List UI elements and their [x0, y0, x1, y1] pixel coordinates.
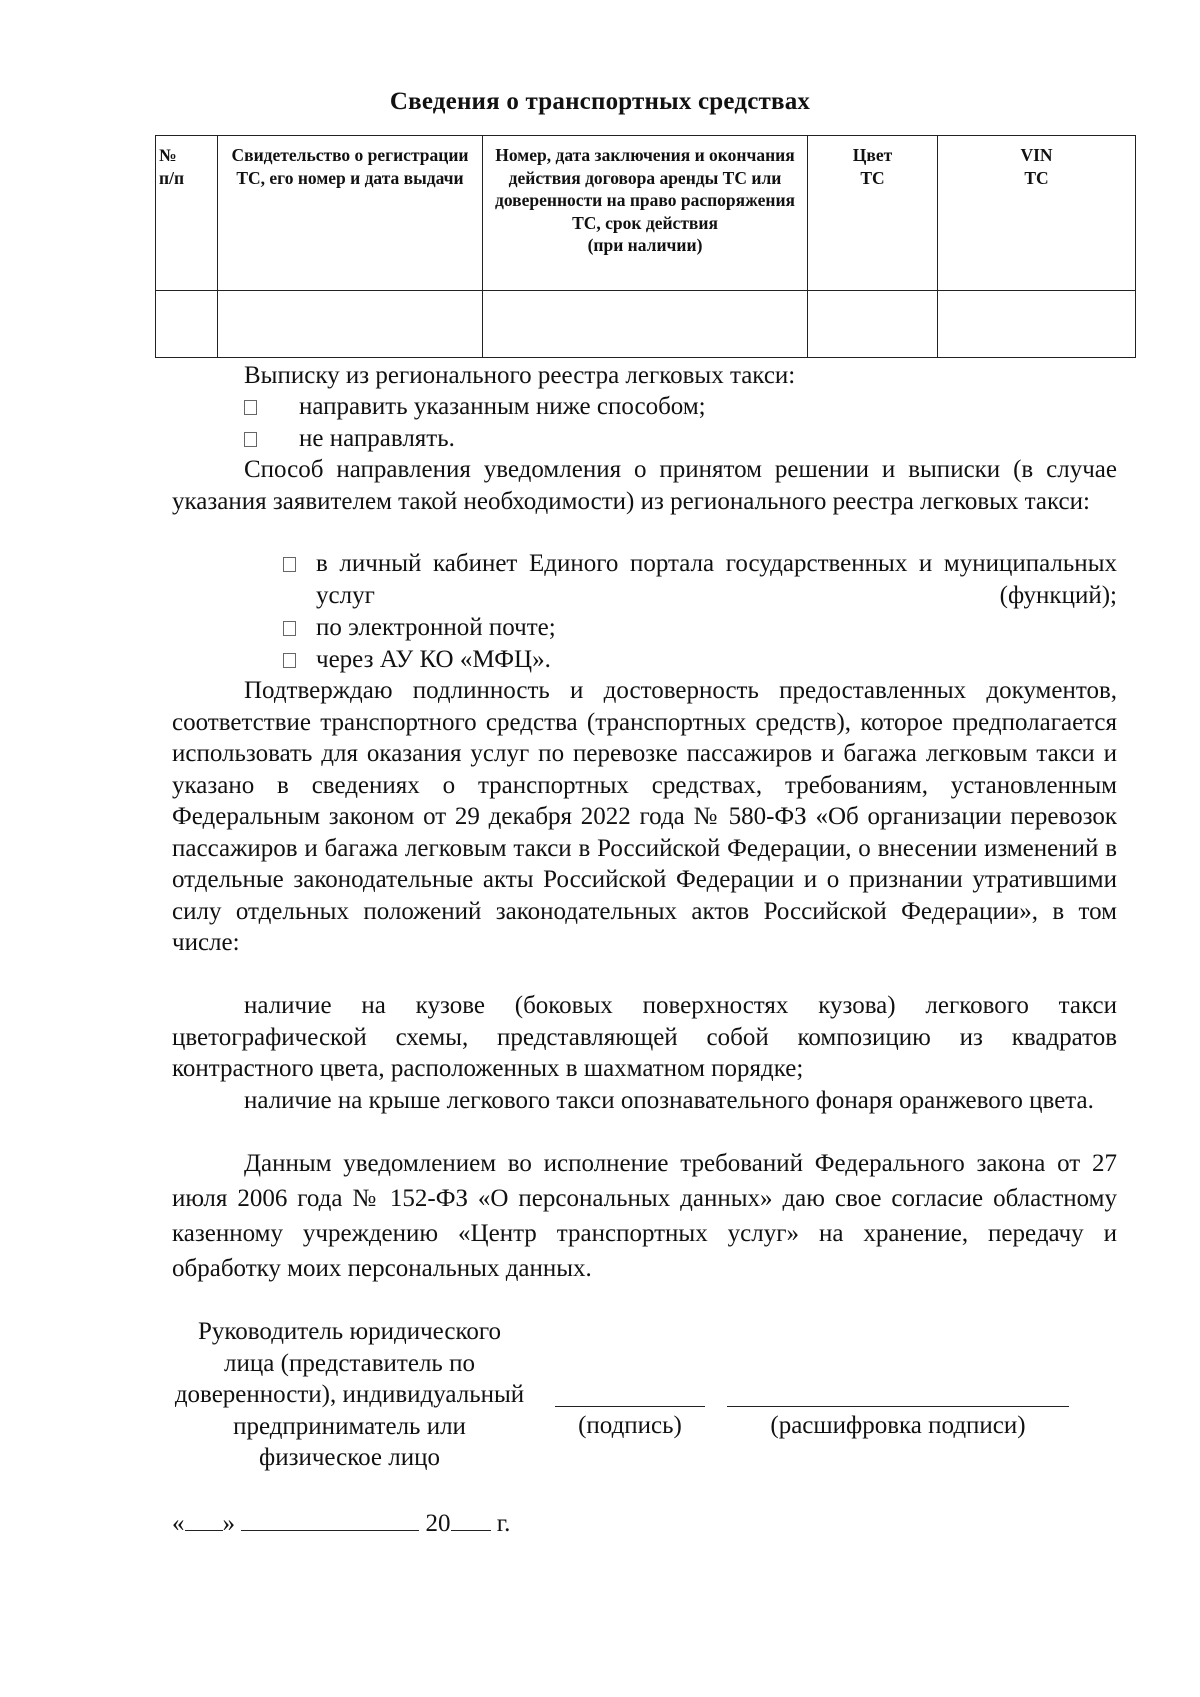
date-field [172, 1508, 510, 1540]
option-label: не направлять. [299, 425, 455, 452]
column-header-number: № п/п [156, 136, 218, 291]
table-cell-lease[interactable] [483, 291, 808, 358]
confirmation-item-lamp: наличие на крыше легкового такси опознавательного фонаря оранжевого цвета. [244, 1087, 1094, 1114]
consent-paragraph: Данным уведомлением во исполнение требований Федерального закона от 27 июля 2006 года № 152-ФЗ «О персональных данных» даю свое согласие областному казенному учреждению «Центр транспортных услуг» на хранение, передачу и обработку моих персональных данных. [172, 1150, 1117, 1282]
signature-line[interactable] [555, 1406, 705, 1407]
column-header-vin: VIN ТС [938, 136, 1136, 291]
date-month-blank[interactable] [241, 1510, 419, 1531]
extract-option-send[interactable] [244, 391, 706, 423]
table-cell-number[interactable] [156, 291, 218, 358]
date-year-suffix: г. [496, 1510, 511, 1537]
signature-decoding-caption: (расшифровка подписи) [770, 1412, 1026, 1439]
signature-caption: (подпись) [578, 1412, 682, 1439]
confirmation-paragraph: Подтверждаю подлинность и достоверность предоставленных документов, соответствие транспортного средства (транспортных средств), которое предполагается использовать для оказания услуг по перевозке пассажиров и багажа легковым такси и указано в сведениях о транспортных средствах, требованиям, установленным Федеральным законом от 29 декабря 2022 года № 580-ФЗ «Об организации перевозок пассажиров и багажа легковым такси в Российской Федерации, о внесении изменений в отдельные законодательные акты Российской Федерации и о признании утратившими силу отдельных положений законодательных актов Российской Федерации», в том числе: [172, 677, 1117, 956]
table-header-row [156, 136, 1136, 291]
date-open-quote: « [172, 1510, 185, 1537]
table-row [156, 291, 1136, 358]
extract-option-no-send[interactable] [244, 423, 455, 455]
table-cell-vin[interactable] [938, 291, 1136, 358]
date-year-blank[interactable] [451, 1510, 491, 1531]
option-label: через АУ КО «МФЦ». [316, 646, 551, 673]
table-cell-registration[interactable] [218, 291, 483, 358]
option-label: по электронной почте; [316, 614, 556, 641]
date-close-quote: » [222, 1510, 235, 1537]
delivery-paragraph: Способ направления уведомления о принятом решении и выписки (в случае указания заявителем такой необходимости) из регионального реестра легковых такси: [172, 456, 1117, 515]
checkbox-icon[interactable] [244, 432, 257, 447]
delivery-option-portal-label: в личный кабинет Единого портала государственных и муниципальных услуг (функций); [316, 550, 1117, 609]
checkbox-icon[interactable] [244, 400, 257, 415]
date-year-prefix: 20 [425, 1510, 451, 1537]
extract-heading: Выписку из регионального реестра легковых такси: [244, 362, 796, 389]
signature-decoding-line[interactable] [727, 1406, 1069, 1407]
column-header-color: Цвет ТС [808, 136, 938, 291]
column-header-lease: Номер, дата заключения и окончания действия договора аренды ТС или доверенности на право распоряжения ТС, срок действия (при наличии) [483, 136, 808, 291]
checkbox-icon[interactable] [283, 557, 296, 572]
section-title: Сведения о транспортных средствах [389, 88, 811, 115]
checkbox-icon[interactable] [283, 653, 296, 668]
signer-title: Руководитель юридического лица (представитель по доверенности), индивидуальный предприниматель или физическое лицо [174, 1318, 525, 1471]
confirmation-item-scheme: наличие на кузове (боковых поверхностях кузова) легкового такси цветографической схемы, представляющей собой композицию из квадратов контрастного цвета, расположенных в шахматном порядке; [172, 992, 1117, 1082]
table-cell-color[interactable] [808, 291, 938, 358]
date-day-blank[interactable] [185, 1510, 223, 1531]
option-label: направить указанным ниже способом; [299, 393, 706, 420]
column-header-registration: Свидетельство о регистрации ТС, его номер и дата выдачи [218, 136, 483, 291]
checkbox-icon[interactable] [283, 621, 296, 636]
vehicle-table [155, 135, 1136, 358]
